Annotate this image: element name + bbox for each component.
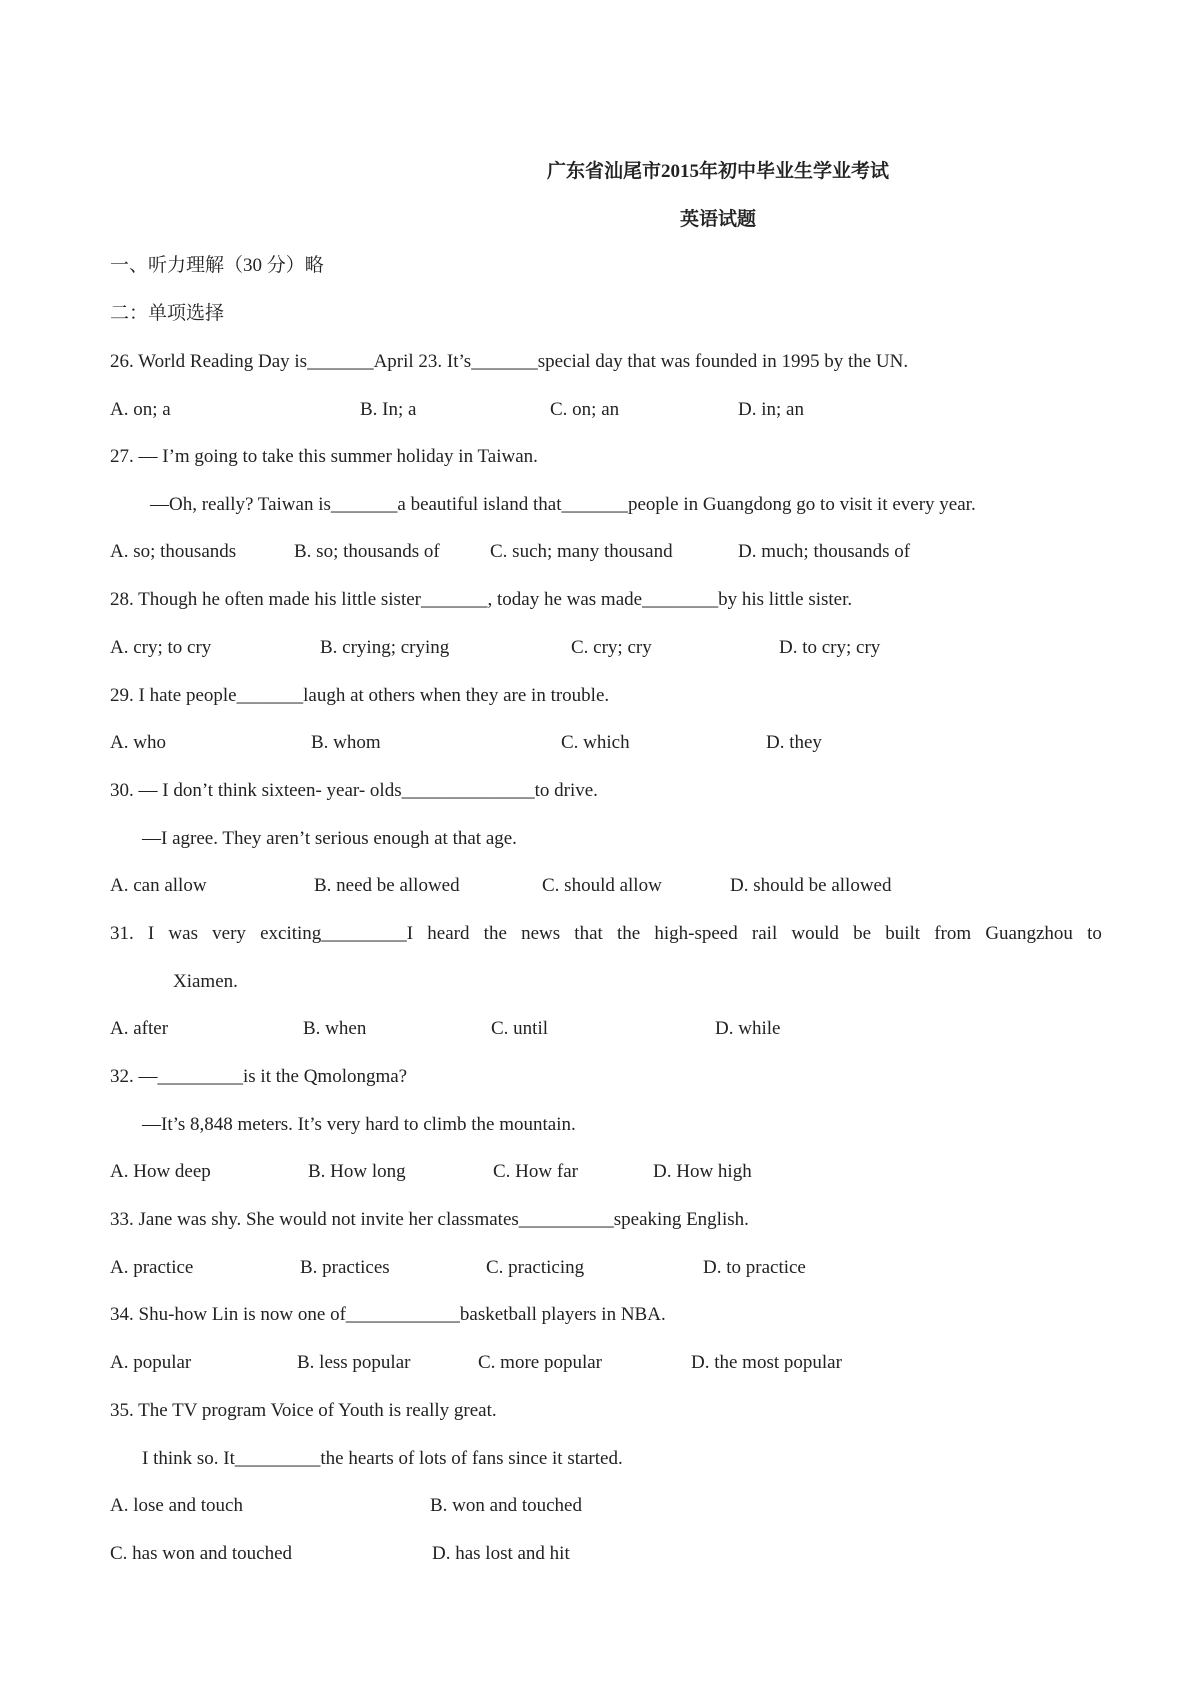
question-26-option-b: B. In; a [360, 399, 417, 420]
section-listening: 一、听力理解（30 分）略 [110, 255, 324, 276]
question-34-option-a: A. popular [110, 1352, 192, 1373]
question-33-stem: 33. Jane was shy. She would not invite her classmates__________speaking English. [110, 1209, 749, 1230]
question-31-word: exciting_________I [260, 923, 414, 944]
question-27-stem: 27. — I’m going to take this summer holiday in Taiwan. [110, 446, 538, 467]
question-35-option-b: B. won and touched [430, 1495, 582, 1516]
question-35-stem-reply: I think so. It_________the hearts of lots of fans since it started. [142, 1448, 623, 1469]
question-27-option-c: C. such; many thousand [490, 541, 673, 562]
question-31-option-c: C. until [491, 1018, 549, 1039]
exam-subtitle: 英语试题 [679, 209, 756, 230]
question-35-option-c: C. has won and touched [110, 1543, 293, 1564]
question-30-option-c: C. should allow [542, 875, 662, 896]
question-30-option-a: A. can allow [110, 875, 207, 896]
question-28-option-c: C. cry; cry [571, 637, 652, 658]
question-33-option-c: C. practicing [486, 1257, 585, 1278]
question-29-option-b: B. whom [311, 732, 381, 753]
question-27-option-b: B. so; thousands of [294, 541, 440, 562]
question-30-option-b: B. need be allowed [314, 875, 460, 896]
question-26-option-a: A. on; a [110, 399, 171, 420]
question-31-word: heard [427, 923, 470, 944]
question-31-word: rail [751, 923, 778, 944]
question-31-word: built [885, 923, 921, 944]
question-29-stem: 29. I hate people_______laugh at others when they are in trouble. [110, 685, 610, 706]
question-28-option-b: B. crying; crying [320, 637, 450, 658]
question-28-option-a: A. cry; to cry [110, 637, 212, 658]
question-31-word: was [168, 923, 198, 944]
question-31-stem-continued: Xiamen. [173, 971, 238, 992]
question-31-word: would [791, 923, 839, 944]
question-34-option-c: C. more popular [478, 1352, 603, 1373]
question-31-word: I [147, 923, 155, 944]
question-31-word: very [212, 923, 246, 944]
question-32-option-b: B. How long [308, 1161, 406, 1182]
question-34-option-d: D. the most popular [691, 1352, 842, 1373]
question-33-option-a: A. practice [110, 1257, 194, 1278]
question-26-option-c: C. on; an [550, 399, 620, 420]
question-35-option-d: D. has lost and hit [432, 1543, 570, 1564]
question-28-stem: 28. Though he often made his little sister_______, today he was made________by his little sister. [110, 589, 853, 610]
question-32-option-a: A. How deep [110, 1161, 211, 1182]
question-31-option-a: A. after [110, 1018, 169, 1039]
question-35-stem: 35. The TV program Voice of Youth is really great. [110, 1400, 497, 1421]
question-29-option-d: D. they [766, 732, 822, 753]
exam-title: 广东省汕尾市2015年初中毕业生学业考试 [546, 161, 889, 182]
question-31-word: be [853, 923, 872, 944]
question-29-option-a: A. who [110, 732, 166, 753]
question-32-option-d: D. How high [653, 1161, 752, 1182]
section-single-choice: 二：单项选择 [110, 303, 225, 324]
question-27-stem-reply: —Oh, really? Taiwan is_______a beautiful island that_______people in Guangdong go to visit it every year. [150, 494, 976, 515]
question-30-option-d: D. should be allowed [730, 875, 892, 896]
question-31-stem [110, 922, 1102, 946]
question-33-option-d: D. to practice [703, 1257, 806, 1278]
question-31-word: high-speed [654, 923, 738, 944]
question-31-word: 31. [110, 923, 134, 944]
question-32-stem-reply: —It’s 8,848 meters. It’s very hard to climb the mountain. [142, 1114, 576, 1135]
question-32-stem: 32. —_________is it the Qmolongma? [110, 1066, 408, 1087]
question-32-option-c: C. How far [493, 1161, 578, 1182]
question-27-option-d: D. much; thousands of [738, 541, 911, 562]
question-34-option-b: B. less popular [297, 1352, 411, 1373]
question-31-word: news [521, 923, 561, 944]
question-31-word: to [1087, 923, 1102, 944]
question-30-stem: 30. — I don’t think sixteen- year- olds______________to drive. [110, 780, 598, 801]
question-31-word: the [616, 923, 641, 944]
question-31-option-b: B. when [303, 1018, 367, 1039]
question-30-stem-reply: —I agree. They aren’t serious enough at that age. [142, 828, 517, 849]
question-34-stem: 34. Shu-how Lin is now one of____________basketball players in NBA. [110, 1304, 666, 1325]
question-26-stem: 26. World Reading Day is_______April 23. It’s_______special day that was founded in 1995 by the UN. [110, 351, 909, 372]
question-33-option-b: B. practices [300, 1257, 390, 1278]
question-27-option-a: A. so; thousands [110, 541, 237, 562]
question-28-option-d: D. to cry; cry [779, 637, 881, 658]
question-35-option-a: A. lose and touch [110, 1495, 243, 1516]
question-31-word: from [934, 923, 972, 944]
question-31-word: that [574, 923, 603, 944]
question-31-word: the [483, 923, 507, 944]
question-29-option-c: C. which [561, 732, 630, 753]
question-31-word: Guangzhou [985, 923, 1073, 944]
question-26-option-d: D. in; an [738, 399, 804, 420]
question-31-option-d: D. while [715, 1018, 781, 1039]
